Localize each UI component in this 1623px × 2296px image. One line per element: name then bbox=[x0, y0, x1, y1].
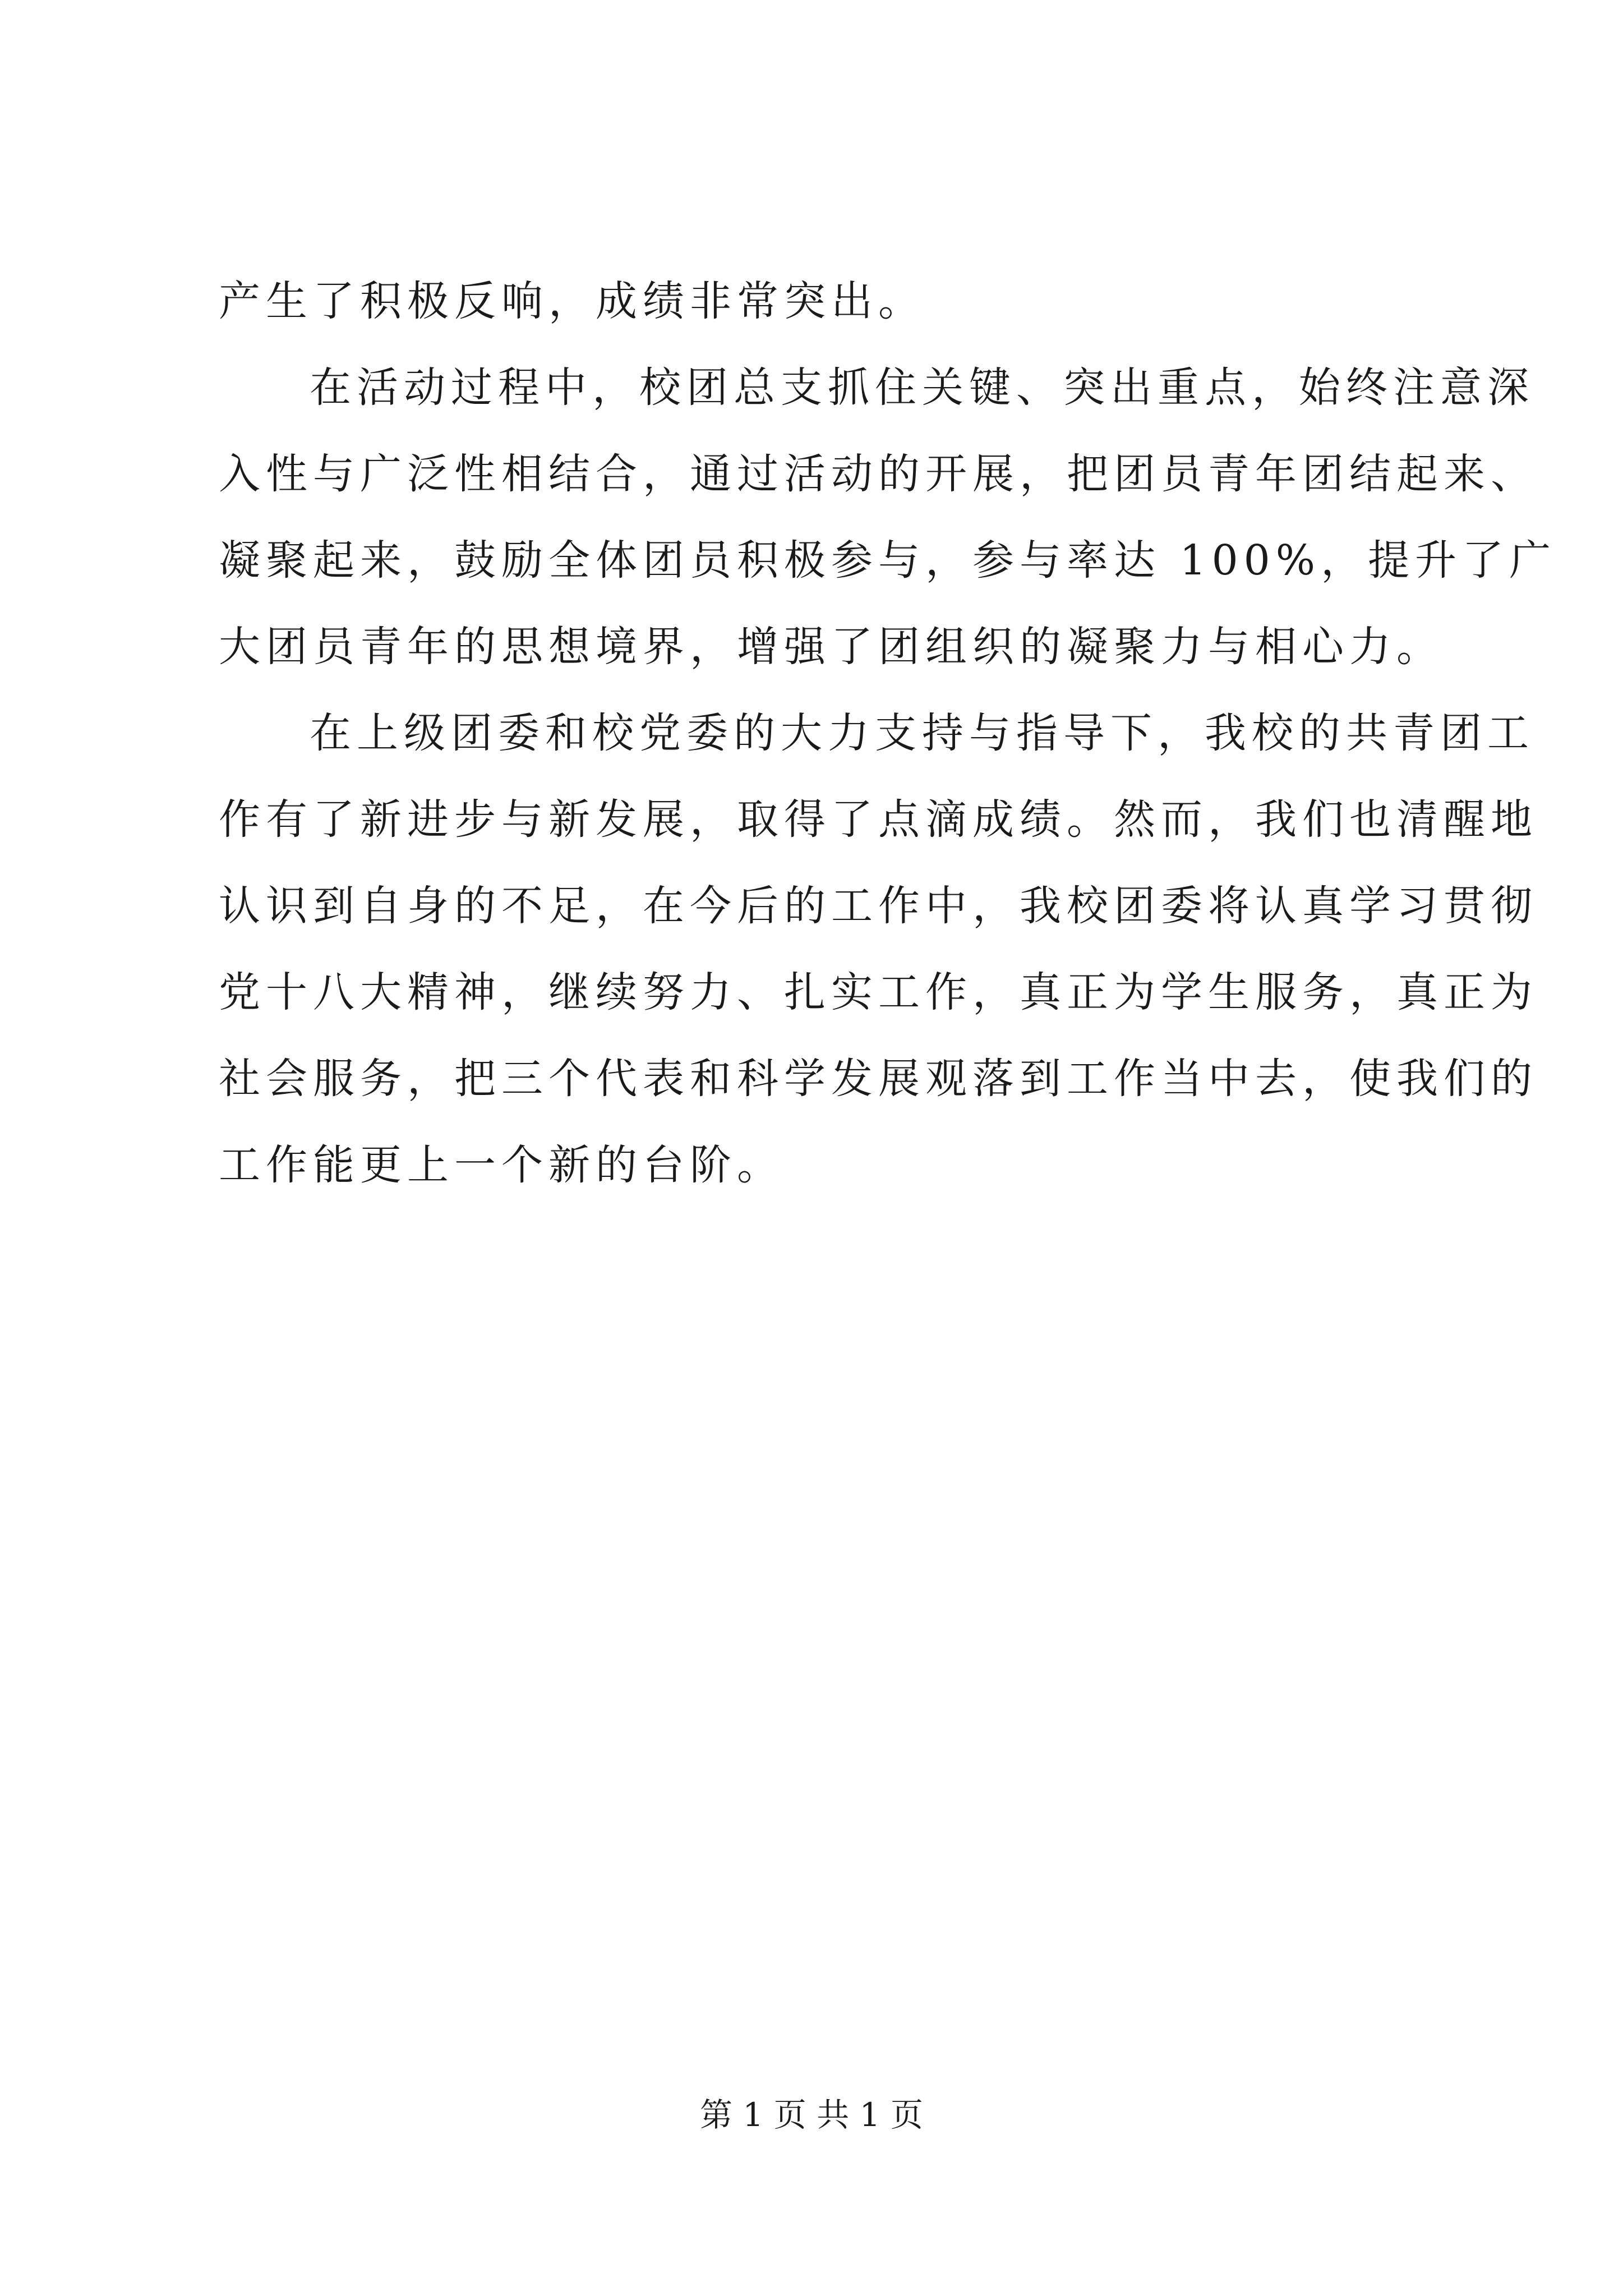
paragraph-2 bbox=[219, 344, 1557, 690]
paragraph-1 bbox=[219, 258, 1430, 344]
paragraph-2-line-4: 大团员青年的思想境界，增强了团组织的凝聚力与相心力。 bbox=[219, 623, 1444, 671]
document-body bbox=[219, 258, 1557, 1208]
paragraph-3-line-4: 党十八大精神，继续努力、扎实工作，真正为学生服务，真正为 bbox=[219, 968, 1538, 1016]
paragraph-2-line-1: 在活动过程中，校团总支抓住关键、突出重点，始终注意深 bbox=[310, 364, 1534, 412]
paragraph-2-line-2: 入性与广泛性相结合，通过活动的开展，把团员青年团结起来、 bbox=[219, 450, 1538, 498]
paragraph-1-line-1: 产生了积极反响，成绩非常突出。 bbox=[219, 277, 925, 325]
paragraph-3-line-6: 工作能更上一个新的台阶。 bbox=[219, 1141, 784, 1189]
page-footer: 第 1 页 共 1 页 bbox=[700, 2096, 923, 2134]
paragraph-3-line-2: 作有了新进步与新发展，取得了点滴成绩。然而，我们也清醒地 bbox=[219, 795, 1538, 844]
paragraph-3-line-5: 社会服务，把三个代表和科学发展观落到工作当中去，使我们的 bbox=[219, 1055, 1538, 1103]
paragraph-3-line-3: 认识到自身的不足，在今后的工作中，我校团委将认真学习贯彻 bbox=[219, 882, 1538, 930]
paragraph-2-line-3: 凝聚起来，鼓励全体团员积极参与，参与率达 100%，提升了广 bbox=[219, 536, 1557, 585]
paragraph-3-line-1: 在上级团委和校党委的大力支持与指导下，我校的共青团工 bbox=[310, 709, 1534, 757]
paragraph-3 bbox=[219, 690, 1538, 1208]
